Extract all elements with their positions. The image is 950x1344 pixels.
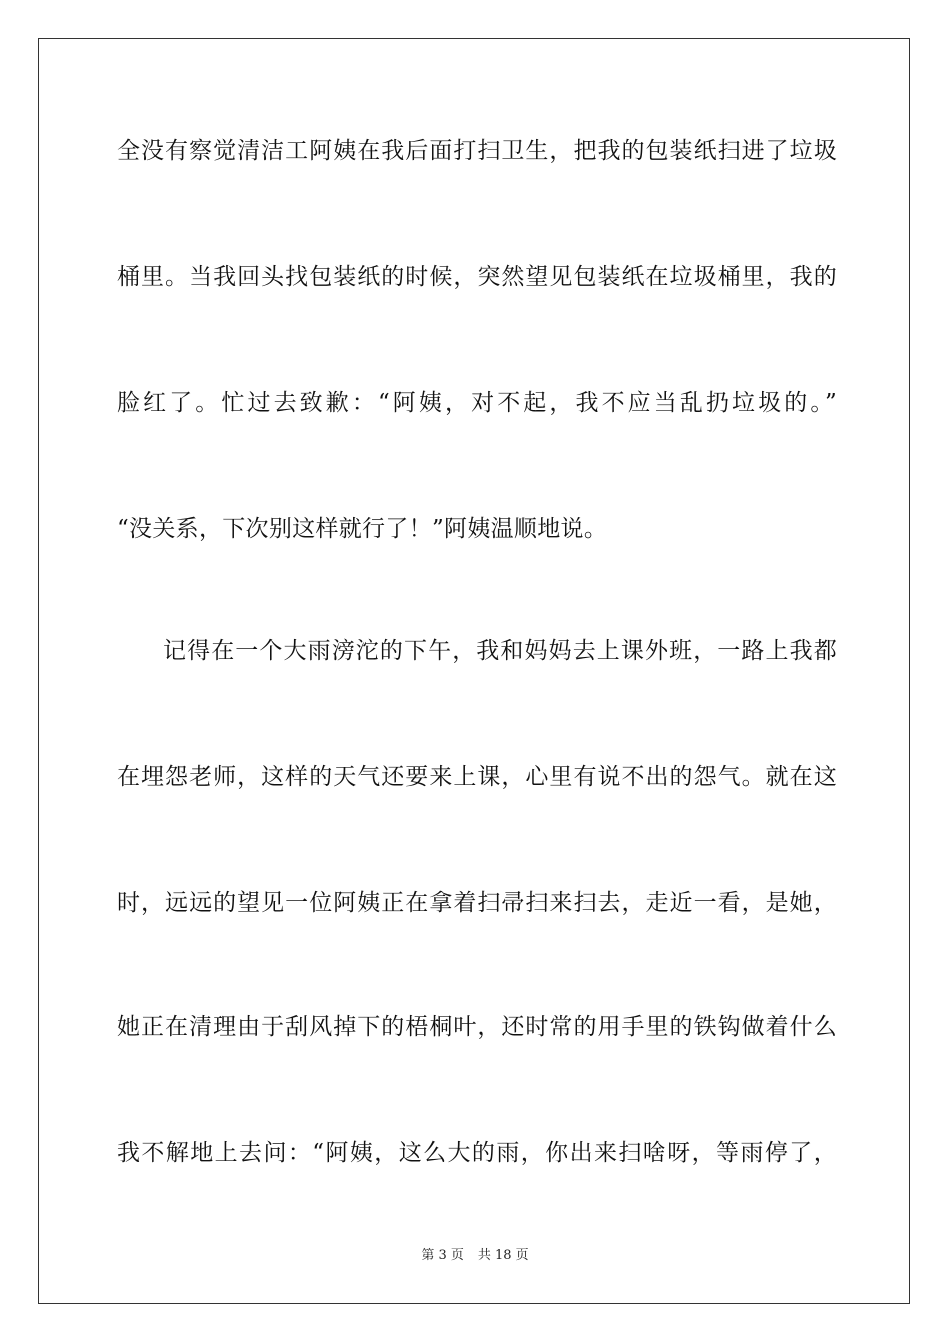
page-border xyxy=(38,38,910,1304)
text-line: 她正在清理由于刮风掉下的梧桐叶，还时常的用手里的铁钩做着什么 xyxy=(117,1014,837,1040)
page-number: 第 3 页 xyxy=(421,1248,464,1263)
text-line: 我不解地上去问：“阿姨，这么大的雨，你出来扫啥呀，等雨停了， xyxy=(117,1140,837,1166)
text-line: 全没有察觉清洁工阿姨在我后面打扫卫生，把我的包装纸扫进了垃圾 xyxy=(117,138,837,164)
text-line: “没关系，下次别这样就行了！”阿姨温顺地说。 xyxy=(117,516,608,542)
page-total: 共 18 页 xyxy=(477,1248,529,1263)
paragraph-first-line: 记得在一个大雨滂沱的下午，我和妈妈去上课外班，一路上我都 xyxy=(163,638,837,664)
text-line: 在埋怨老师，这样的天气还要来上课，心里有说不出的怨气。就在这 xyxy=(117,764,837,790)
page-footer xyxy=(0,1248,950,1264)
text-line: 时，远远的望见一位阿姨正在拿着扫帚扫来扫去，走近一看，是她， xyxy=(117,890,837,916)
text-line: 桶里。当我回头找包装纸的时候，突然望见包装纸在垃圾桶里，我的 xyxy=(117,264,837,290)
text-line: 脸红了。忙过去致歉：“阿姨，对不起，我不应当乱扔垃圾的。” xyxy=(117,390,837,416)
